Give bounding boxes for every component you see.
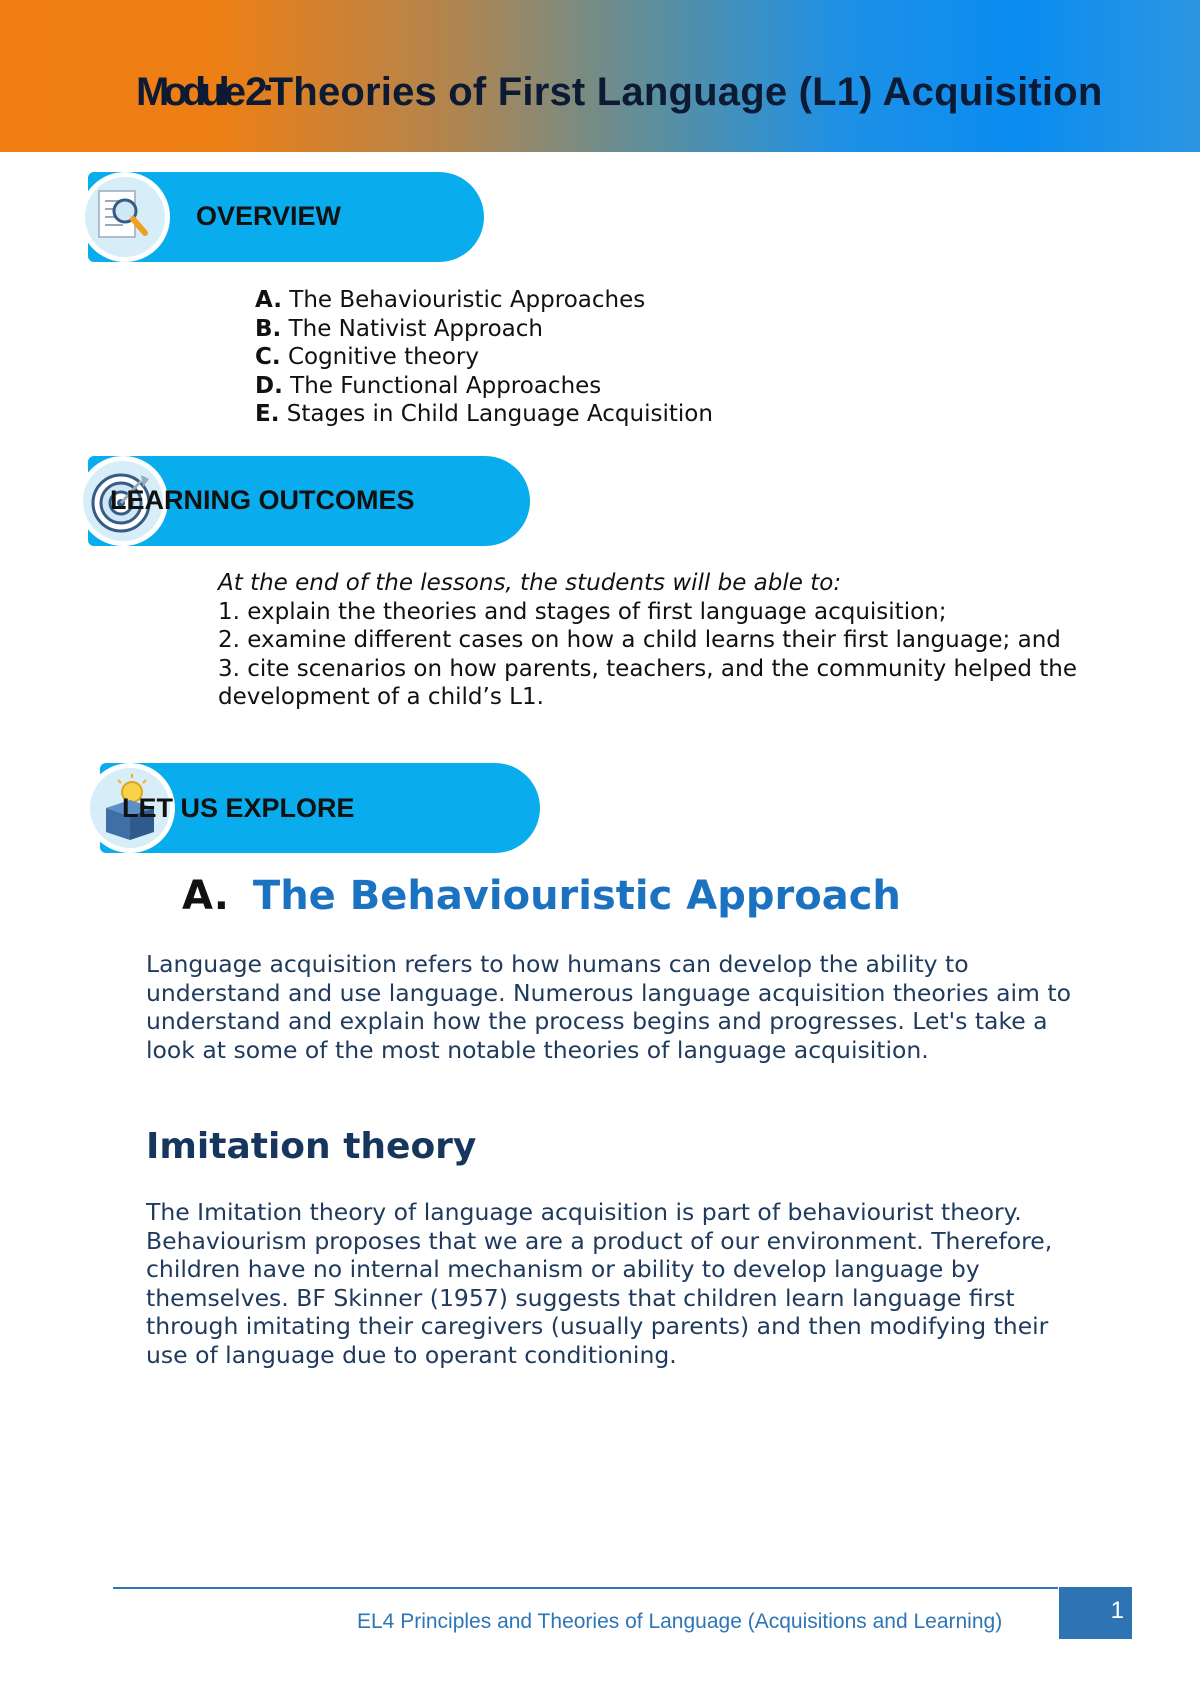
list-item: 1. explain the theories and stages of first language acquisition;: [218, 598, 947, 625]
module-title: [136, 70, 1103, 115]
imitation-paragraph: The Imitation theory of language acquisition is part of behaviourist theory. Behaviourism proposes that we are a product of our environment. Therefore, children have no internal mechanism or ability to develop language by themselves. BF Skinner (1957) suggests that children learn language first through imitating their caregivers (usually parents) and then modifying their use of language due to operant conditioning.: [146, 1198, 1053, 1369]
overview-list: [255, 286, 713, 429]
list-item: E. Stages in Child Language Acquisition: [255, 401, 713, 428]
list-item: D. The Functional Approaches: [255, 372, 602, 399]
sub-heading: Imitation theory: [146, 1126, 477, 1167]
page-number: 1: [1110, 1597, 1124, 1624]
list-item: C. Cognitive theory: [255, 344, 480, 371]
section-letter: A.: [182, 873, 229, 919]
section-title: The Behaviouristic Approach: [252, 873, 901, 919]
outcomes-label: LEARNING OUTCOMES: [110, 485, 415, 515]
list-item: 2. examine different cases on how a child learns their first language; and: [218, 627, 1061, 653]
list-item: B. The Nativist Approach: [255, 315, 543, 342]
list-item: 3. cite scenarios on how parents, teachers, and the community helped the development of a child’s L1.: [218, 655, 1078, 710]
outcomes-lead: At the end of the lessons, the students will be able to:: [218, 570, 842, 596]
page-number-box: [1059, 1587, 1132, 1639]
module-title-text: Theories of First Language (L1) Acquisition: [268, 70, 1103, 114]
section-heading: [182, 873, 901, 919]
magnifier-document-icon: [85, 177, 165, 257]
explore-label: LET US EXPLORE: [122, 793, 355, 823]
footer-course: EL4 Principles and Theories of Language (Acquisitions and Learning): [357, 1610, 1003, 1633]
list-item: A. The Behaviouristic Approaches: [255, 287, 646, 313]
intro-paragraph: Language acquisition refers to how humans can develop the ability to understand and use language. Numerous language acquisition theories aim to understand and explain how the process begins and progresses. Let's take a look at some of the most notable theories of language acquisition.: [146, 950, 1072, 1064]
overview-icon-badge: [80, 172, 170, 262]
overview-label: OVERVIEW: [196, 201, 342, 231]
footer-divider: [113, 1587, 1058, 1589]
module-label: Module 2:: [136, 70, 269, 114]
outcomes-text: [218, 569, 1098, 712]
